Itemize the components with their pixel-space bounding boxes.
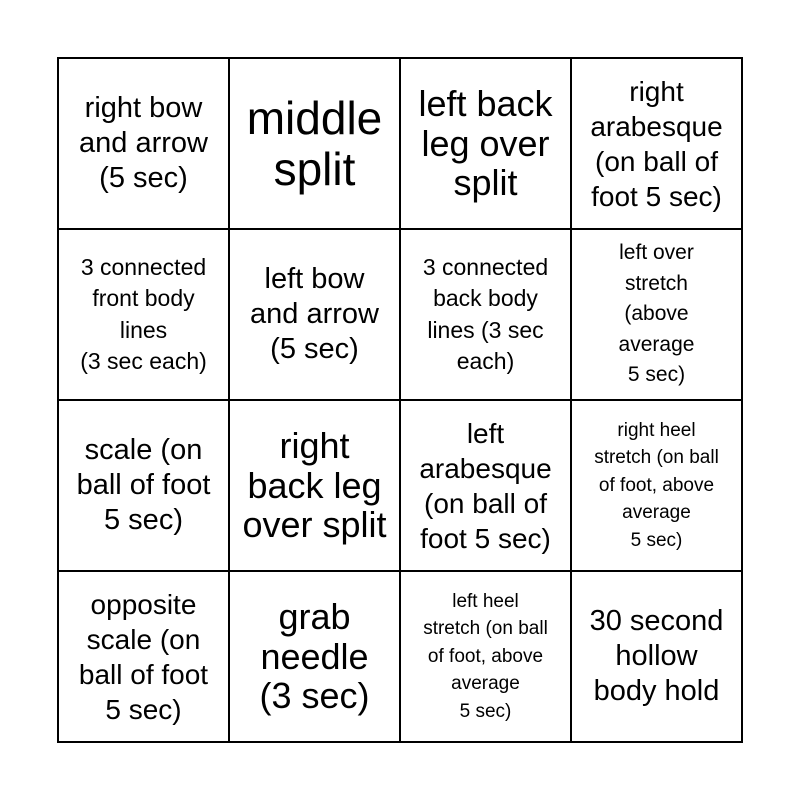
cell-text: left back leg over split: [418, 83, 553, 204]
cell-text: left heel stretch (on ball of foot, above average 5 sec): [423, 590, 548, 722]
cell-text: middle split: [246, 91, 383, 195]
bingo-cell[interactable]: [400, 58, 571, 229]
bingo-cell[interactable]: [229, 400, 400, 571]
cell-text: 3 connected back body lines (3 sec each): [422, 254, 549, 374]
bingo-cell[interactable]: [229, 571, 400, 742]
bingo-cell[interactable]: [571, 229, 742, 400]
bingo-cell[interactable]: [400, 229, 571, 400]
bingo-board: [57, 57, 743, 743]
cell-text: scale (on ball of foot 5 sec): [76, 434, 211, 536]
cell-text: right heel stretch (on ball of foot, above average 5 sec): [594, 419, 719, 551]
bingo-cell[interactable]: [229, 58, 400, 229]
bingo-cell[interactable]: [400, 571, 571, 742]
cell-text: right arabesque (on ball of foot 5 sec): [590, 75, 723, 212]
cell-text: 3 connected front body lines (3 sec each): [80, 254, 207, 374]
bingo-cell[interactable]: [58, 571, 229, 742]
cell-text: right back leg over split: [242, 425, 387, 546]
cell-text: grab needle (3 sec): [259, 596, 370, 717]
cell-text: opposite scale (on ball of foot 5 sec): [78, 588, 209, 725]
bingo-cell[interactable]: [58, 229, 229, 400]
cell-text: 30 second hollow body hold: [589, 605, 724, 707]
bingo-cell[interactable]: [229, 229, 400, 400]
cell-text: left arabesque (on ball of foot 5 sec): [419, 417, 552, 554]
cell-text: left over stretch (above average 5 sec): [618, 241, 695, 387]
cell-text: left bow and arrow (5 sec): [250, 263, 379, 365]
cell-text: right bow and arrow (5 sec): [79, 92, 208, 194]
bingo-cell[interactable]: [58, 58, 229, 229]
bingo-cell[interactable]: [571, 571, 742, 742]
bingo-cell[interactable]: [571, 58, 742, 229]
bingo-cell[interactable]: [58, 400, 229, 571]
bingo-cell[interactable]: [400, 400, 571, 571]
bingo-cell[interactable]: [571, 400, 742, 571]
